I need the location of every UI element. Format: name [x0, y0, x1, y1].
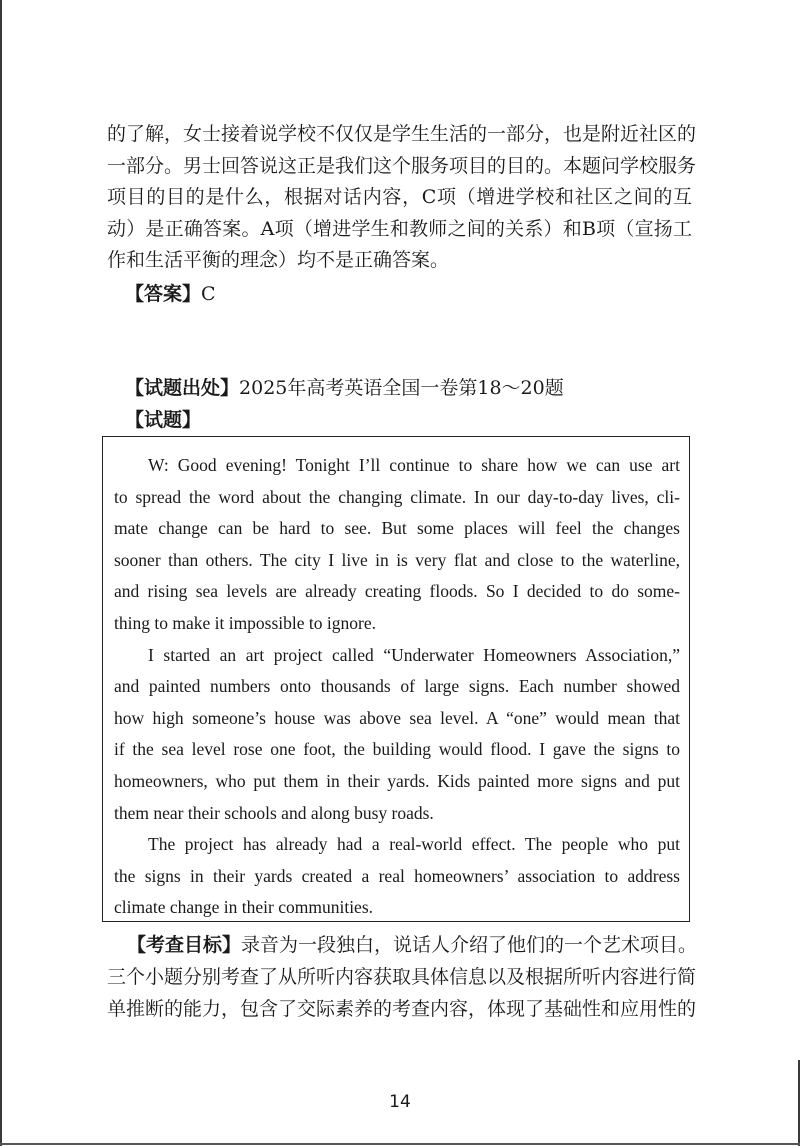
scan-edge-bottom	[0, 1143, 800, 1145]
transcript-line: the signs in their yards created a real homeowners’ association to address	[114, 865, 680, 886]
source-text: 2025年高考英语全国一卷第18～20题	[239, 377, 564, 399]
transcript-line: homeowners, who put them in their yards. Kids painted more signs and put	[114, 770, 680, 791]
scan-edge-left	[0, 0, 2, 1146]
objective-text: 录音为一段独白，说话人介绍了他们的一个艺术项目。	[241, 934, 698, 956]
transcript-line: and rising sea levels are already creating floods. So I decided to do some-	[114, 581, 680, 602]
intro-line: 一部分。男士回答说这正是我们这个服务项目的目的。本题问学校服务	[107, 154, 697, 177]
transcript-line: The project has already had a real-world effect. The people who put	[148, 834, 680, 855]
page-number: 14	[389, 1092, 411, 1112]
transcript-line: to spread the word about the changing climate. In our day-to-day lives, cli-	[114, 486, 680, 507]
intro-line: 作和生活平衡的理念）均不是正确答案。	[107, 249, 450, 271]
objective-paragraph	[107, 929, 698, 1025]
question-label: 【试题】	[125, 409, 202, 431]
intro-paragraph	[107, 119, 697, 277]
objective-line: 单推断的能力，包含了交际素养的考查内容，体现了基础性和应用性的	[107, 998, 697, 1020]
source-line	[125, 373, 564, 404]
objective-line	[107, 929, 698, 961]
answer-line	[125, 279, 216, 310]
transcript-line: thing to make it impossible to ignore.	[114, 612, 376, 633]
transcript-line: I started an art project called “Underwater Homeowners Association,”	[148, 644, 680, 665]
transcript-line: climate change in their communities.	[114, 897, 374, 918]
intro-line: 的了解，女士接着说学校不仅仅是学生生活的一部分，也是附近社区的	[107, 123, 697, 145]
objective-line: 三个小题分别考查了从所听内容获取具体信息以及根据所听内容进行简	[107, 966, 697, 988]
intro-line: 项目的目的是什么，根据对话内容，C项（增进学校和社区之间的互	[107, 186, 692, 208]
objective-label: 【考查目标】	[127, 934, 242, 956]
transcript-line: W: Good evening! Tonight I’ll continue to share how we can use art	[148, 455, 680, 475]
transcript-line: sooner than others. The city I live in is very flat and close to the waterline,	[114, 549, 680, 570]
transcript-line: and painted numbers onto thousands of large signs. Each number showed	[114, 676, 680, 697]
transcript-line: how high someone’s house was above sea level. A “one” would mean that	[114, 707, 680, 728]
source-label: 【试题出处】	[125, 377, 240, 399]
answer-label: 【答案】	[125, 283, 202, 305]
transcript-line: if the sea level rose one foot, the building would flood. I gave the signs to	[114, 739, 680, 760]
transcript-line: them near their schools and along busy roads.	[114, 802, 434, 823]
transcript-line: mate change can be hard to see. But some places will feel the changes	[114, 518, 680, 539]
transcript-text	[114, 450, 680, 924]
answer-value: C	[201, 283, 216, 305]
intro-line: 动）是正确答案。A项（增进学生和教师之间的关系）和B项（宣扬工	[107, 217, 692, 240]
